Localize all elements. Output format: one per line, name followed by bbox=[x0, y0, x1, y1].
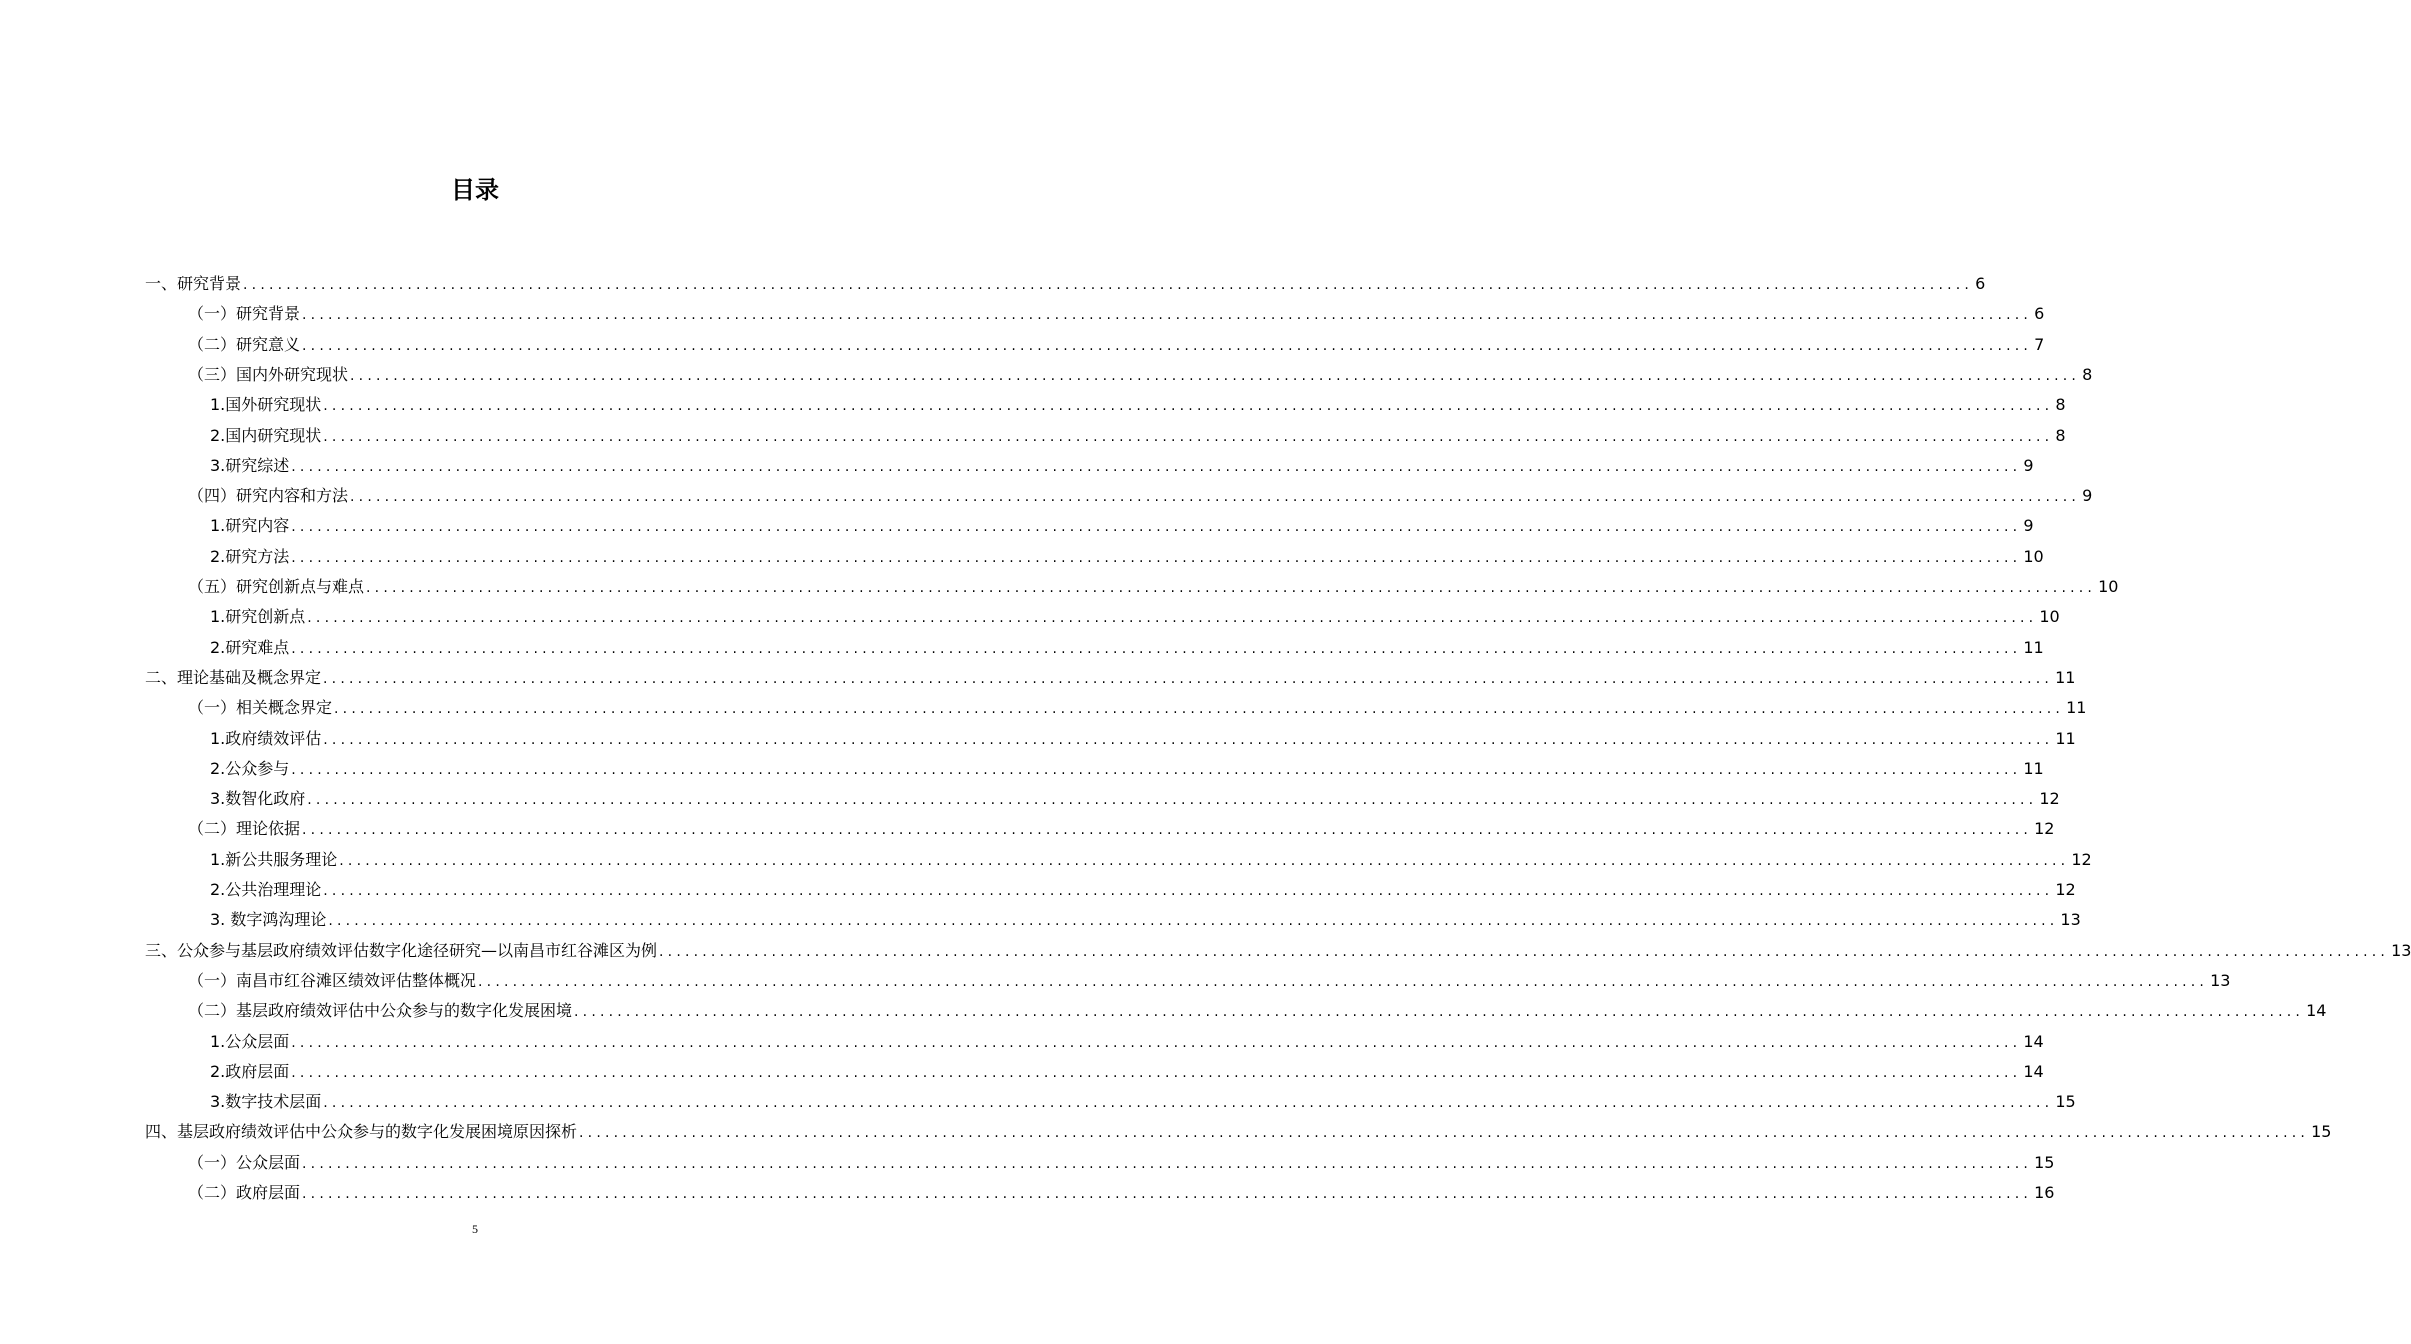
toc-leader-dots: ........................................................................................................................................................................................................ bbox=[302, 1155, 2033, 1172]
toc-entry[interactable] bbox=[188, 688, 2087, 718]
toc-entry-page: 7 bbox=[2034, 334, 2045, 354]
toc-entry-label: 2.公众参与 bbox=[210, 758, 290, 778]
toc-leader-dots: ........................................................................................................................................................................................................ bbox=[323, 398, 2054, 415]
toc-entry-page: 6 bbox=[1975, 274, 1986, 293]
toc-title: 目录 bbox=[451, 176, 499, 204]
toc-entry-label: 一、研究背景 bbox=[145, 274, 242, 293]
toc-entry-label: 1.新公共服务理论 bbox=[210, 849, 338, 869]
toc-entry[interactable] bbox=[188, 809, 2055, 839]
toc-entry[interactable] bbox=[210, 779, 2060, 809]
toc-entry[interactable] bbox=[145, 658, 2076, 688]
toc-entry-label: 2.研究方法 bbox=[210, 546, 290, 566]
toc-leader-dots: ........................................................................................................................................................................................................ bbox=[574, 1004, 2305, 1021]
toc-entry-label: 三、公众参与基层政府绩效评估数字化途径研究—以南昌市红谷滩区为例 bbox=[145, 940, 658, 960]
toc-entry-label: 2.国内研究现状 bbox=[210, 425, 322, 445]
toc-entry[interactable] bbox=[188, 991, 2327, 1021]
toc-entry-label: （一）相关概念界定 bbox=[188, 698, 333, 718]
toc-entry[interactable] bbox=[145, 1112, 2332, 1142]
toc-leader-dots: ........................................................................................................................................................................................................ bbox=[291, 1034, 2022, 1051]
toc-entry[interactable] bbox=[145, 931, 2411, 961]
toc-leader-dots: ........................................................................................................................................................................................................ bbox=[339, 852, 2070, 869]
toc-entry[interactable] bbox=[210, 506, 2034, 536]
toc-entry-label: 3. 数字鸿沟理论 bbox=[210, 910, 327, 930]
toc-entry-label: 2.研究难点 bbox=[210, 637, 290, 657]
toc-leader-dots: ........................................................................................................................................................................................................ bbox=[323, 670, 2054, 687]
toc-leader-dots: ........................................................................................................................................................................................................ bbox=[334, 701, 2065, 718]
toc-entry[interactable] bbox=[188, 476, 2093, 506]
toc-entry-label: 3.数字技术层面 bbox=[210, 1092, 322, 1112]
toc-entry-label: 3.研究综述 bbox=[210, 455, 290, 475]
toc-entry-label: （一）南昌市红谷滩区绩效评估整体概况 bbox=[188, 970, 477, 990]
toc-entry[interactable] bbox=[210, 870, 2076, 900]
toc-entry[interactable] bbox=[210, 900, 2081, 930]
toc-entry[interactable] bbox=[210, 628, 2044, 658]
toc-leader-dots: ........................................................................................................................................................................................................ bbox=[302, 307, 2033, 324]
toc-entry-page: 11 bbox=[2055, 728, 2076, 748]
toc-entry[interactable] bbox=[210, 416, 2066, 446]
toc-entry-label: （二）理论依据 bbox=[188, 819, 301, 839]
toc-entry-label: 四、基层政府绩效评估中公众参与的数字化发展困境原因探析 bbox=[145, 1122, 578, 1142]
toc-leader-dots: ........................................................................................................................................................................................................ bbox=[243, 277, 1974, 293]
toc-entry[interactable] bbox=[210, 597, 2060, 627]
toc-entry-label: （一）公众层面 bbox=[188, 1152, 301, 1172]
toc-entry-page: 8 bbox=[2082, 364, 2093, 384]
toc-leader-dots: ........................................................................................................................................................................................................ bbox=[328, 913, 2059, 930]
toc-leader-dots: ........................................................................................................................................................................................................ bbox=[302, 822, 2033, 839]
toc-entry-page: 6 bbox=[2034, 304, 2045, 324]
toc-entry-label: 1.公众层面 bbox=[210, 1031, 290, 1051]
toc-leader-dots: ........................................................................................................................................................................................................ bbox=[659, 943, 2390, 960]
toc-entry[interactable] bbox=[188, 325, 2045, 355]
toc-entry[interactable] bbox=[210, 1052, 2044, 1082]
toc-entry[interactable] bbox=[188, 1143, 2055, 1173]
toc-entry-page: 8 bbox=[2055, 425, 2066, 445]
toc-entry-page: 14 bbox=[2023, 1031, 2044, 1051]
toc-entry[interactable] bbox=[188, 294, 2045, 324]
toc-entry-label: （二）基层政府绩效评估中公众参与的数字化发展困境 bbox=[188, 1001, 573, 1021]
toc-entry[interactable] bbox=[188, 355, 2093, 385]
toc-entry[interactable] bbox=[210, 840, 2092, 870]
toc-entry-label: 1.国外研究现状 bbox=[210, 395, 322, 415]
toc-leader-dots: ........................................................................................................................................................................................................ bbox=[350, 367, 2081, 384]
toc-leader-dots: ........................................................................................................................................................................................................ bbox=[291, 1064, 2022, 1081]
toc-entry-page: 10 bbox=[2098, 577, 2119, 596]
toc-entry-label: （一）研究背景 bbox=[188, 304, 301, 324]
toc-entry-page: 11 bbox=[2055, 667, 2076, 687]
toc-entry-page: 13 bbox=[2391, 940, 2411, 960]
toc-leader-dots: ........................................................................................................................................................................................................ bbox=[323, 1095, 2054, 1112]
toc-entry-label: （二）研究意义 bbox=[188, 334, 301, 354]
toc-leader-dots: ........................................................................................................................................................................................................ bbox=[323, 731, 2054, 748]
toc-leader-dots: ........................................................................................................................................................................................................ bbox=[579, 1125, 2310, 1142]
toc-entry-label: （二）政府层面 bbox=[188, 1183, 301, 1202]
toc-leader-dots: ........................................................................................................................................................................................................ bbox=[291, 761, 2022, 778]
toc-leader-dots: ........................................................................................................................................................................................................ bbox=[366, 580, 2097, 596]
toc-entry-label: 1.研究内容 bbox=[210, 516, 290, 536]
toc-entry-page: 14 bbox=[2023, 1061, 2044, 1081]
toc-entry[interactable] bbox=[188, 961, 2231, 991]
toc-entry[interactable] bbox=[210, 385, 2066, 415]
toc-entry-page: 11 bbox=[2023, 758, 2044, 778]
toc-entry[interactable] bbox=[188, 567, 2119, 597]
toc-entry-page: 9 bbox=[2023, 516, 2034, 536]
toc-leader-dots: ........................................................................................................................................................................................................ bbox=[323, 883, 2054, 899]
toc-leader-dots: ........................................................................................................................................................................................................ bbox=[302, 337, 2033, 354]
toc-entry-page: 11 bbox=[2023, 637, 2044, 657]
toc-leader-dots: ........................................................................................................................................................................................................ bbox=[302, 1186, 2033, 1202]
toc-entry-page: 9 bbox=[2082, 486, 2093, 506]
toc-entry-page: 10 bbox=[2023, 546, 2044, 566]
toc-entry-page: 11 bbox=[2066, 698, 2087, 718]
toc-entry[interactable] bbox=[188, 1173, 2055, 1203]
toc-entry[interactable] bbox=[145, 264, 1986, 294]
toc-entry-page: 12 bbox=[2071, 849, 2092, 869]
toc-entry-page: 14 bbox=[2306, 1001, 2327, 1021]
toc-entry-page: 12 bbox=[2034, 819, 2055, 839]
toc-leader-dots: ........................................................................................................................................................................................................ bbox=[307, 792, 2038, 809]
toc-entry-page: 12 bbox=[2055, 880, 2076, 899]
toc-entry-page: 8 bbox=[2055, 395, 2066, 415]
toc-leader-dots: ........................................................................................................................................................................................................ bbox=[291, 640, 2022, 657]
toc-entry-label: 1.政府绩效评估 bbox=[210, 728, 322, 748]
toc-leader-dots: ........................................................................................................................................................................................................ bbox=[307, 610, 2038, 627]
toc-entry[interactable] bbox=[210, 719, 2076, 749]
toc-leader-dots: ........................................................................................................................................................................................................ bbox=[291, 549, 2022, 566]
toc-entry-page: 9 bbox=[2023, 455, 2034, 475]
toc-entry-label: 2.公共治理理论 bbox=[210, 880, 322, 899]
toc-entry-label: （三）国内外研究现状 bbox=[188, 364, 349, 384]
toc-entry-label: 3.数智化政府 bbox=[210, 789, 306, 809]
toc-entry-page: 13 bbox=[2060, 910, 2081, 930]
toc-entry-label: 二、理论基础及概念界定 bbox=[145, 667, 322, 687]
toc-entry[interactable] bbox=[210, 446, 2034, 476]
toc-entry-label: 1.研究创新点 bbox=[210, 607, 306, 627]
toc-leader-dots: ........................................................................................................................................................................................................ bbox=[350, 489, 2081, 506]
toc-entry[interactable] bbox=[210, 1082, 2076, 1112]
toc-entry[interactable] bbox=[210, 749, 2044, 779]
toc-leader-dots: ........................................................................................................................................................................................................ bbox=[323, 428, 2054, 445]
toc-entry-label: （四）研究内容和方法 bbox=[188, 486, 349, 506]
toc-entry-page: 16 bbox=[2034, 1183, 2055, 1202]
toc-entry-page: 10 bbox=[2039, 607, 2060, 627]
toc-entry-label: （五）研究创新点与难点 bbox=[188, 577, 365, 596]
toc-entry-page: 12 bbox=[2039, 789, 2060, 809]
toc-leader-dots: ........................................................................................................................................................................................................ bbox=[291, 458, 2022, 475]
toc-entry-page: 15 bbox=[2311, 1122, 2332, 1142]
toc-entry[interactable] bbox=[210, 1022, 2044, 1052]
toc-entry-label: 2.政府层面 bbox=[210, 1061, 290, 1081]
toc-entry-page: 13 bbox=[2210, 970, 2231, 990]
toc-entry-page: 15 bbox=[2034, 1152, 2055, 1172]
toc-leader-dots: ........................................................................................................................................................................................................ bbox=[478, 973, 2209, 990]
toc-leader-dots: ........................................................................................................................................................................................................ bbox=[291, 519, 2022, 536]
toc-entry-page: 15 bbox=[2055, 1092, 2076, 1112]
toc-entry[interactable] bbox=[210, 537, 2044, 567]
page-number: 5 bbox=[472, 1222, 478, 1236]
